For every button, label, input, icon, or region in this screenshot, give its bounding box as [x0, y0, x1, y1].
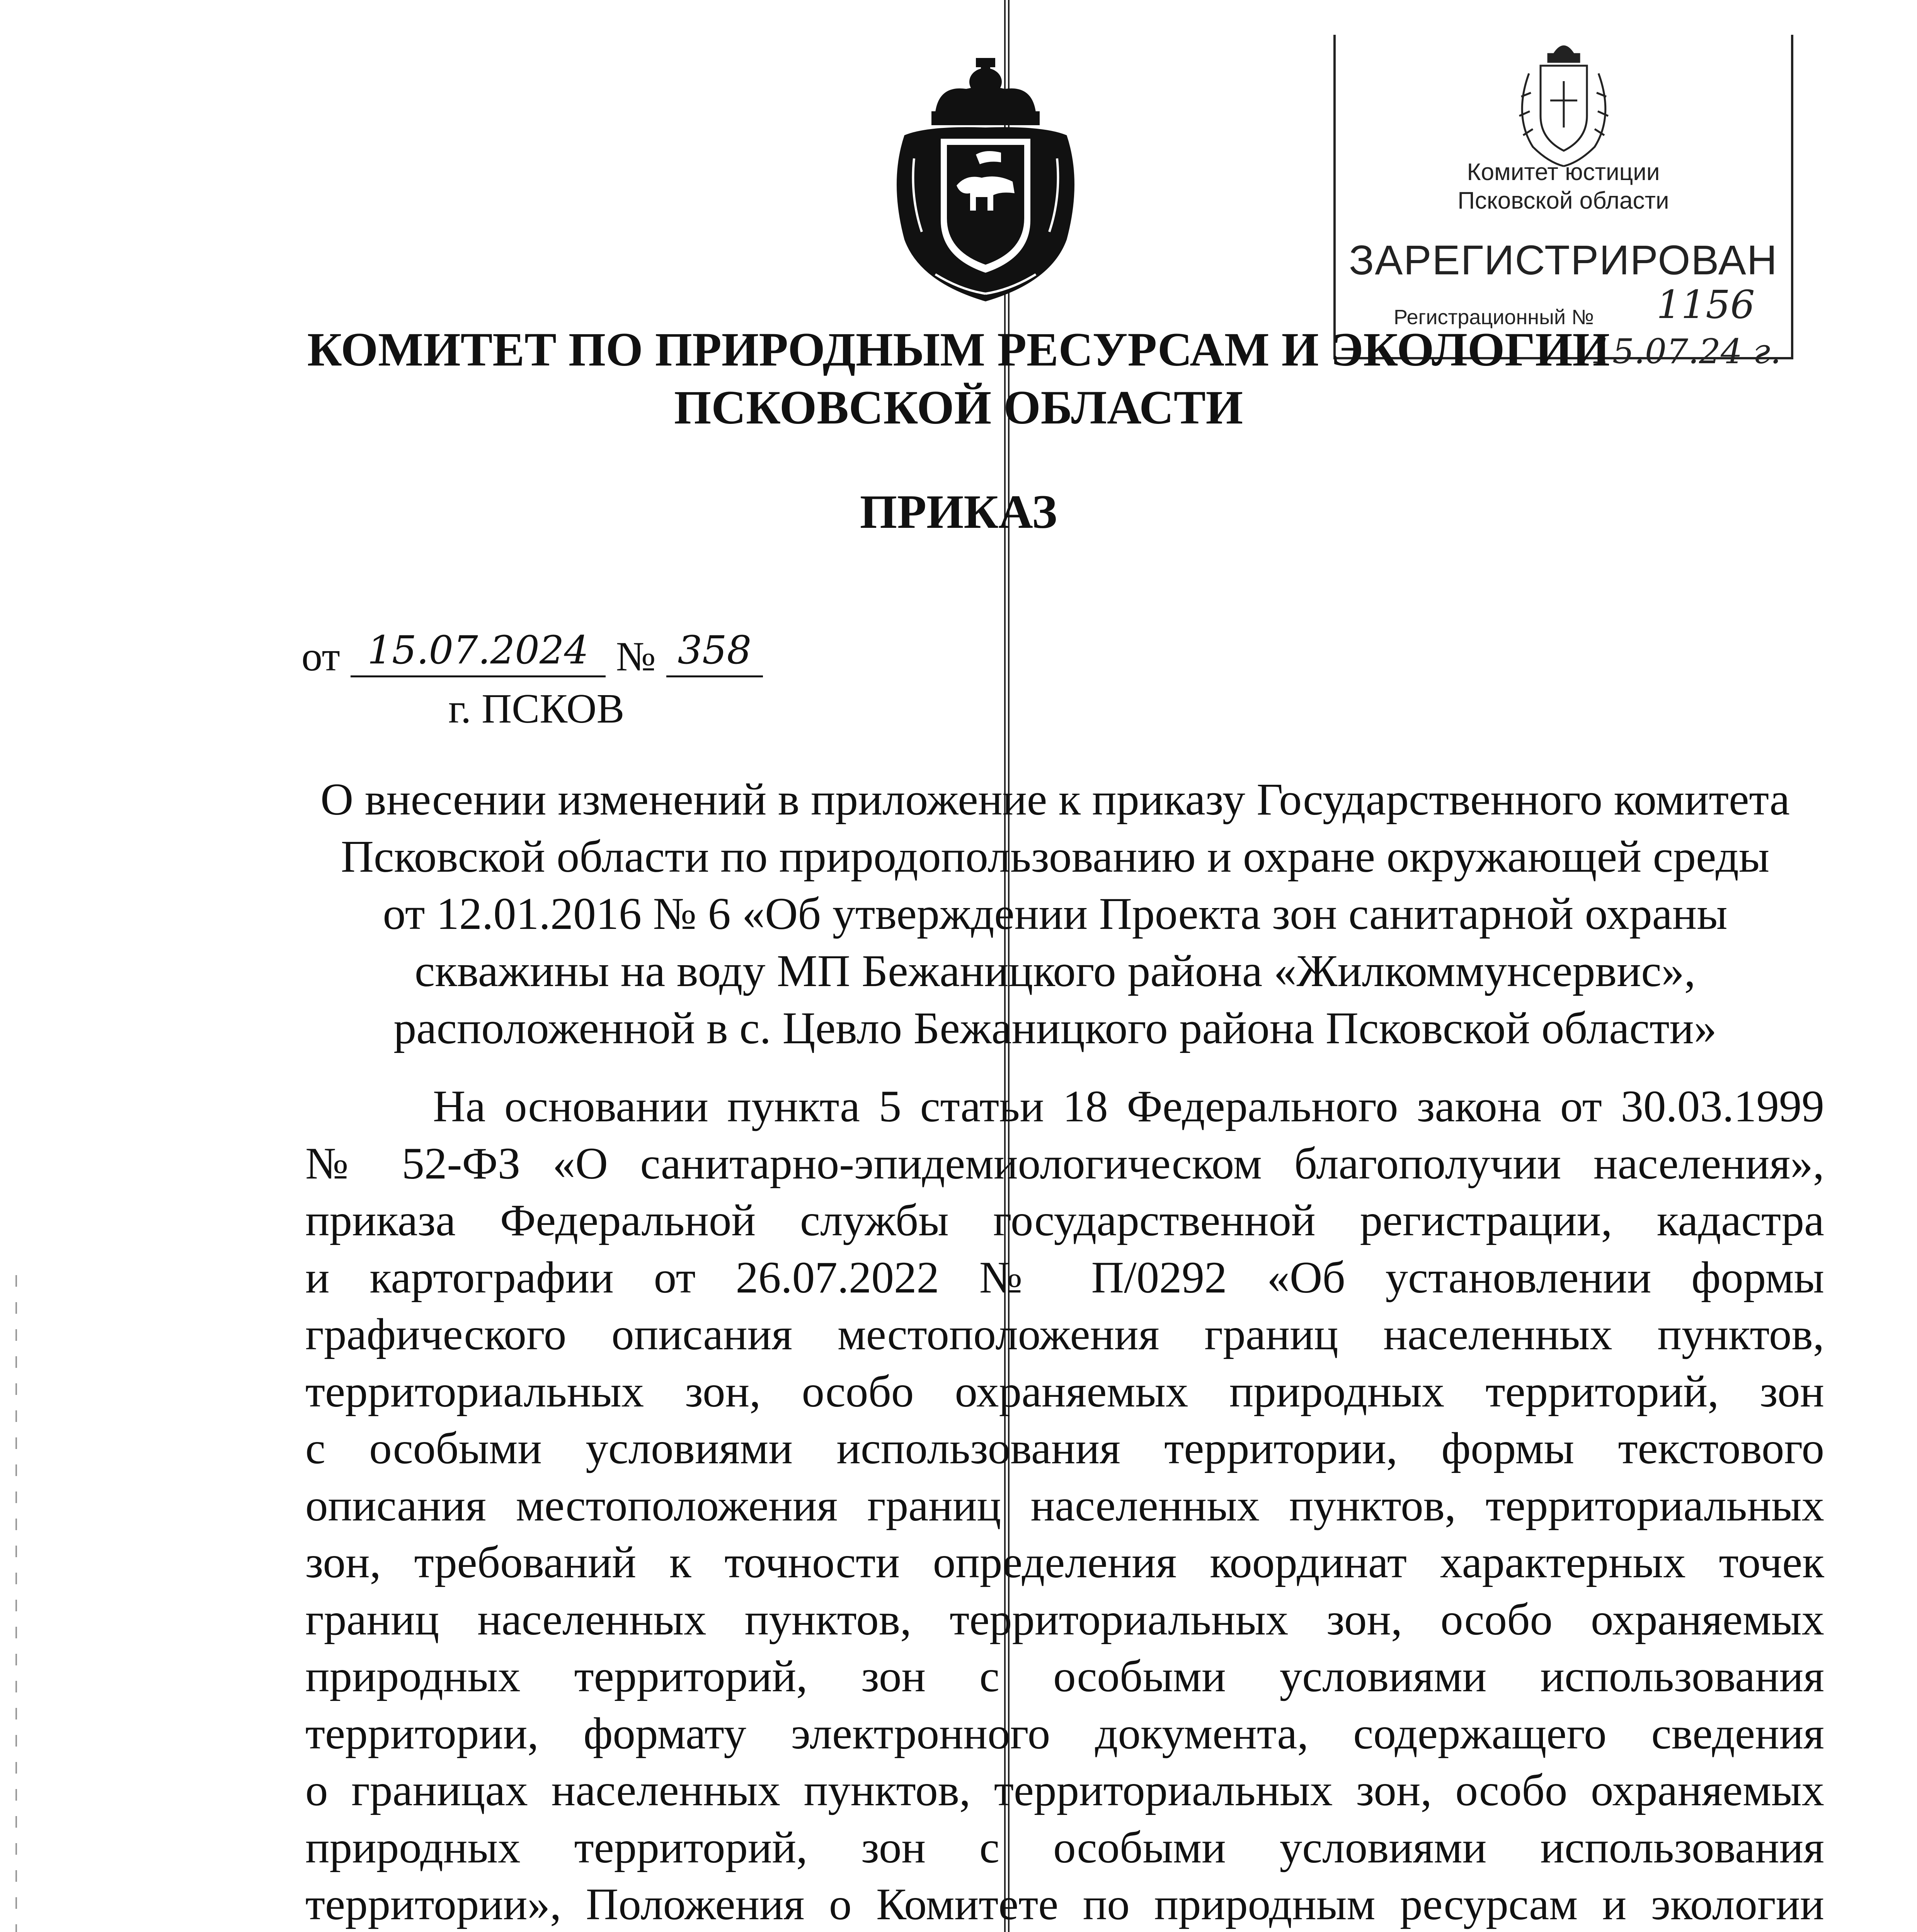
date-number-line: [301, 628, 763, 684]
body-line: о границах населенных пунктов, территориальных зон, особо охраняемых: [305, 1765, 1824, 1815]
stamp-org-name-line2: Псковской области: [1457, 187, 1669, 214]
body-line: территории», Положения о Комитете по природным ресурсам и экологии: [305, 1879, 1824, 1929]
subject-line: от 12.01.2016 № 6 «Об утверждении Проекта зон санитарной охраны: [383, 888, 1728, 939]
body-line: № 52-ФЗ «О санитарно-эпидемиологическом благополучии населения»,: [305, 1138, 1824, 1189]
body-line: графического описания местоположения границ населенных пунктов,: [305, 1310, 1824, 1359]
registration-stamp: [1333, 35, 1793, 371]
order-body: [305, 1078, 1824, 1932]
body-line: границ населенных пунктов, территориальных зон, особо охраняемых: [305, 1594, 1824, 1645]
scan-edge-noise: [15, 1275, 17, 1932]
order-date: 15.07.2024: [351, 625, 606, 677]
subject-line: расположенной в с. Цевло Бежаницкого района Псковской области»: [393, 1003, 1717, 1053]
subject-line: скважины на воду МП Бежаницкого района «Жилкоммунсервис»,: [414, 946, 1696, 996]
stamp-status: ЗАРЕГИСТРИРОВАН: [1349, 236, 1778, 283]
stamp-reg-label: Регистрационный №: [1394, 306, 1594, 329]
body-line: приказа Федеральной службы государственной регистрации, кадастра: [305, 1196, 1824, 1245]
body-line: На основании пункта 5 статьи 18 Федерального закона от 30.03.1999: [433, 1082, 1824, 1131]
body-line: природных территорий, зон с особыми условиями использования: [305, 1822, 1824, 1872]
body-line: природных территорий, зон с особыми условиями использования: [305, 1651, 1824, 1701]
subject-line: О внесении изменений в приложение к приказу Государственного комитета: [320, 774, 1790, 825]
body-line: территории, формату электронного документа, содержащего сведения: [305, 1708, 1824, 1759]
body-line: зон, требований к точности определения координат характерных точек: [305, 1537, 1824, 1587]
order-subject: [290, 771, 1820, 1057]
city: г. ПСКОВ: [448, 686, 625, 732]
org-title-line2: ПСКОВСКОЙ ОБЛАСТИ: [674, 381, 1243, 434]
date-from-label: от: [301, 634, 340, 680]
subject-line: Псковской области по природопользованию и охране окружающей среды: [340, 831, 1770, 882]
stamp-reg-date: 15.07.24 г.: [1591, 332, 1781, 371]
body-line: с особыми условиями использования территории, формы текстового: [305, 1423, 1824, 1473]
document-type-title: ПРИКАЗ: [860, 485, 1057, 538]
order-number: 358: [666, 625, 763, 677]
stamp-org-name-line1: Комитет юстиции: [1467, 159, 1660, 185]
org-title-line1: КОМИТЕТ ПО ПРИРОДНЫМ РЕСУРСАМ И ЭКОЛОГИИ: [307, 323, 1610, 376]
body-line: описания местоположения границ населенных пунктов, территориальных: [305, 1480, 1824, 1531]
stamp-emblem-icon: [1506, 39, 1622, 170]
coat-of-arms-icon: [877, 58, 1094, 305]
number-label: №: [616, 634, 656, 680]
body-line: территориальных зон, особо охраняемых природных территорий, зон: [305, 1366, 1824, 1417]
stamp-reg-number: 1156: [1657, 282, 1755, 327]
body-line: и картографии от 26.07.2022 № П/0292 «Об установлении формы: [305, 1252, 1824, 1303]
